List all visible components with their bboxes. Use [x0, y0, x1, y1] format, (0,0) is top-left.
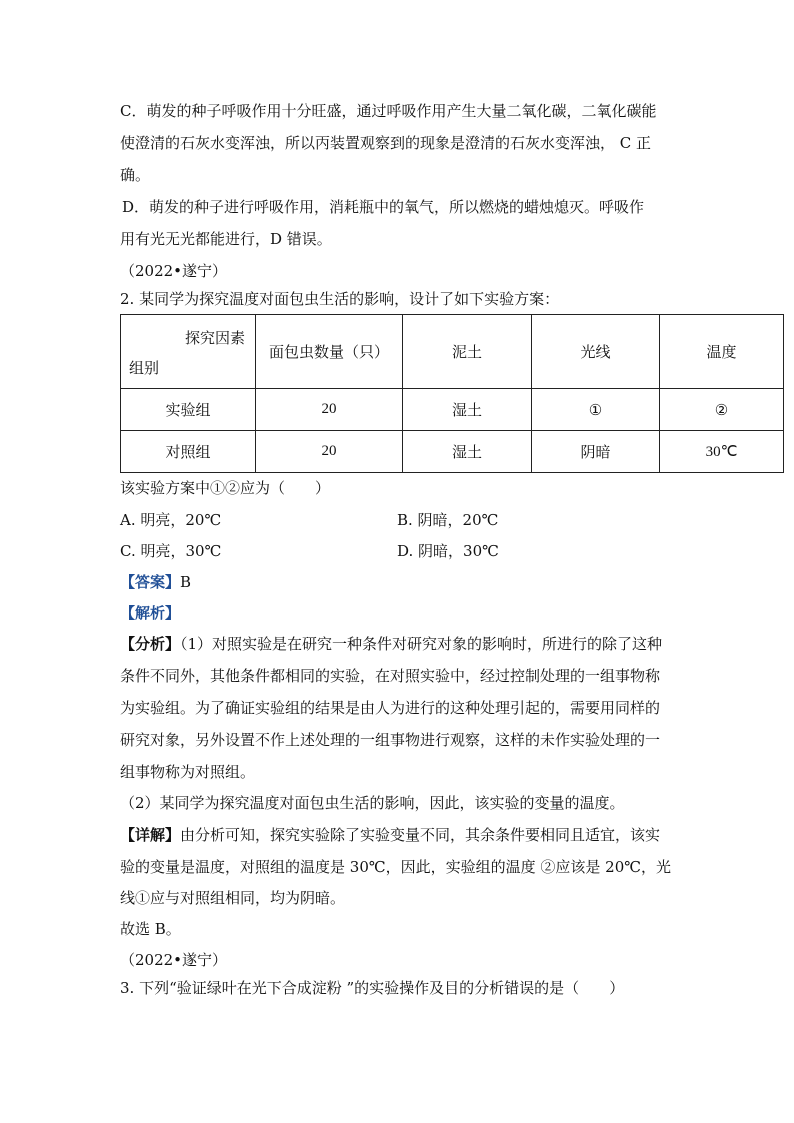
cell-group: 对照组 [121, 431, 256, 473]
answer-label: 【答案】 [120, 573, 181, 591]
cell-count: 20 [256, 431, 403, 473]
detail-line-3: 线①应与对照组相同，均为阴暗。 [120, 889, 346, 907]
q3-stem: 3. 下列“验证绿叶在光下合成淀粉 ”的实验操作及目的分析错误的是（ ） [120, 979, 625, 997]
cell-soil: 湿土 [403, 389, 532, 431]
fenxi-line-6: （2）某同学为探究温度对面包虫生活的影响，因此，该实验的变量的温度。 [120, 794, 625, 812]
table-row [121, 389, 784, 431]
option-c-line-1: C．萌发的种子呼吸作用十分旺盛，通过呼吸作用产生大量二氧化碳，二氧化碳能 [120, 102, 657, 120]
analysis-label: 【解析】 [120, 604, 181, 622]
header-temperature: 温度 [660, 315, 784, 389]
diagonal-header-cell [121, 315, 256, 389]
option-d: D. 阴暗，30℃ [397, 542, 499, 560]
cell-light: 阴暗 [532, 431, 660, 473]
q2-question: 该实验方案中①②应为（ ） [120, 479, 331, 497]
detail-line-1: 【详解】由分析可知，探究实验除了实验变量不同，其余条件要相同且适宜，该实 [120, 826, 661, 844]
option-d-line-2: 用有光无光都能进行，D 错误。 [120, 230, 332, 248]
cell-temperature: 30℃ [660, 431, 784, 473]
answer-line [120, 572, 191, 592]
experiment-table [120, 314, 784, 473]
q2-stem: 2. 某同学为探究温度对面包虫生活的影响，设计了如下实验方案： [120, 290, 560, 308]
fenxi-line-2: 条件不同外，其他条件都相同的实验，在对照实验中，经过控制处理的一组事物称 [120, 667, 661, 685]
cell-count: 20 [256, 389, 403, 431]
option-d-line-1: D．萌发的种子进行呼吸作用，消耗瓶中的氧气，所以燃烧的蜡烛熄灭。呼吸作 [122, 198, 645, 216]
q3-source: （2022•遂宁） [120, 951, 228, 969]
header-count: 面包虫数量（只） [256, 315, 403, 389]
header-soil: 泥土 [403, 315, 532, 389]
detail-label: 【详解】 [120, 826, 181, 844]
table-row [121, 431, 784, 473]
fenxi-line-1: 【分析】（1）对照实验是在研究一种条件对研究对象的影响时，所进行的除了这种 [120, 635, 663, 653]
cell-group: 实验组 [121, 389, 256, 431]
option-c-line-3: 确。 [120, 166, 151, 184]
option-a: A. 明亮，20℃ [120, 511, 222, 529]
answer-value: B [180, 573, 192, 591]
conclusion: 故选 B。 [120, 920, 181, 938]
fenxi-label: 【分析】 [120, 635, 181, 653]
option-b: B. 阴暗，20℃ [397, 511, 499, 529]
header-group-label: 组别 [129, 359, 160, 377]
q2-source: （2022•遂宁） [120, 262, 228, 280]
table-header-row [121, 315, 784, 389]
option-c-line-2: 使澄清的石灰水变浑浊，所以丙装置观察到的现象是澄清的石灰水变浑浊， C 正 [120, 134, 652, 152]
header-factor-label: 探究因素 [184, 329, 245, 347]
option-c: C. 明亮，30℃ [120, 542, 222, 560]
fenxi-line-5: 组事物称为对照组。 [120, 763, 256, 781]
header-light: 光线 [532, 315, 660, 389]
fenxi-line-4: 研究对象，另外设置不作上述处理的一组事物进行观察，这样的未作实验处理的一 [120, 731, 661, 749]
detail-line-2: 验的变量是温度，对照组的温度是 30℃，因此，实验组的温度 ②应该是 20℃，光 [120, 858, 672, 876]
cell-soil: 湿土 [403, 431, 532, 473]
cell-temperature: ② [660, 389, 784, 431]
cell-light: ① [532, 389, 660, 431]
fenxi-line-3: 为实验组。为了确证实验组的结果是由人为进行的这种处理引起的，需要用同样的 [120, 699, 661, 717]
